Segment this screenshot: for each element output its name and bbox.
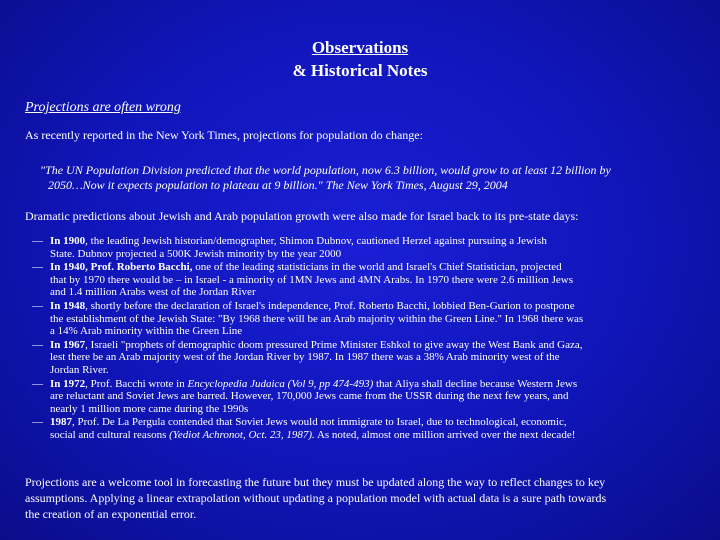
- dash-bullet: —: [32, 416, 43, 429]
- item-text: the establishment of the Jewish State: "By 1968 there will be an Arab majority within the Green Line." In 1968 there was: [50, 312, 584, 325]
- slide-title: [0, 36, 720, 82]
- item-text: nearly 1 million more came during the 1990s: [50, 402, 249, 415]
- citation: Encyclopedia Judaica (Vol 9, pp 474-493): [187, 377, 374, 390]
- list-item: [32, 416, 682, 441]
- conclusion-paragraph: [25, 474, 705, 522]
- item-lead: In 1940, Prof. Roberto Bacchi,: [50, 261, 193, 274]
- title-line-2: & Historical Notes: [292, 61, 428, 80]
- item-text: , the leading Jewish historian/demographer, Shimon Dubnov, cautioned Herzel against pursuing a Jewish: [85, 235, 547, 247]
- dash-bullet: —: [32, 299, 43, 312]
- dramatic-paragraph: Dramatic predictions about Jewish and Arab population growth were also made for Israel back to its pre-state days:: [25, 209, 579, 223]
- quote-line-1: "The UN Population Division predicted that the world population, now 6.3 billion, would grow to at least 12 billion by: [40, 163, 611, 177]
- nyt-quote: [40, 163, 700, 193]
- item-lead: 1987: [50, 416, 72, 429]
- list-item: [32, 339, 682, 377]
- title-line-1: Observations: [311, 38, 409, 57]
- conclusion-line-2: assumptions. Applying a linear extrapolation without updating a population model with actual data is a sure path towards: [25, 491, 607, 505]
- list-item: [32, 378, 682, 416]
- conclusion-line-3: the creation of an exponential error.: [25, 507, 197, 521]
- item-text: a 14% Arab minority within the Green Line: [50, 325, 243, 338]
- item-text: Jordan River.: [50, 363, 109, 376]
- item-text: As noted, almost one million arrived over the next decade!: [314, 428, 576, 441]
- dash-bullet: —: [32, 338, 43, 351]
- item-text: , Prof. Bacchi wrote in: [85, 377, 188, 390]
- item-text: that Aliya shall decline because Western Jews: [373, 377, 578, 390]
- quote-line-2: 2050…Now it expects population to plateau at 9 billion." The New York Times, August 29, 2004: [48, 178, 508, 192]
- list-item: [32, 261, 682, 299]
- item-text: , shortly before the declaration of Israel's independence, Prof. Roberto Bacchi, lobbied Ben-Gurion to postpone: [85, 299, 575, 312]
- item-text: social and cultural reasons: [50, 428, 170, 441]
- item-text: and 1.4 million Arabs west of the Jordan River: [50, 286, 256, 299]
- citation: (Yediot Achronot, Oct. 23, 1987).: [169, 428, 315, 441]
- item-lead: In 1972: [50, 377, 86, 390]
- predictions-list: [32, 235, 682, 443]
- item-text: lest there be an Arab majority west of the Jordan River by 1987. In 1987 there was a 38% Arab minority west of the: [50, 351, 560, 364]
- item-lead: In 1948: [50, 299, 86, 312]
- item-lead: In 1900: [50, 235, 86, 247]
- list-item: [32, 300, 682, 338]
- item-text: State. Dubnov projected a 500K Jewish minority by the year 2000: [50, 247, 342, 260]
- item-text: , Prof. De La Pergula contended that Soviet Jews would not immigrate to Israel, due to technological, economic,: [72, 416, 567, 429]
- item-text: one of the leading statisticians in the world and Israel's Chief Statistician, projected: [192, 261, 562, 274]
- section-heading: Projections are often wrong: [25, 100, 181, 115]
- item-text: , Israeli "prophets of demographic doom pressured Prime Minister Eshkol to give away the West Bank and Gaza,: [85, 338, 583, 351]
- intro-paragraph: As recently reported in the New York Times, projections for population do change:: [25, 128, 423, 142]
- list-item: [32, 235, 682, 260]
- dash-bullet: —: [32, 261, 43, 274]
- item-text: are reluctant and Soviet Jews are barred. However, 170,000 Jews came from the USSR during the next few years, and: [50, 390, 569, 403]
- dash-bullet: —: [32, 377, 43, 390]
- conclusion-line-1: Projections are a welcome tool in forecasting the future but they must be updated along the way to reflect changes to key: [25, 475, 606, 489]
- item-lead: In 1967: [50, 338, 86, 351]
- dash-bullet: —: [32, 235, 43, 247]
- item-text: that by 1970 there would be – in Israel - a minority of 1MN Jews and 4MN Arabs. In 1970 there were 2.6 million Jews: [50, 273, 574, 286]
